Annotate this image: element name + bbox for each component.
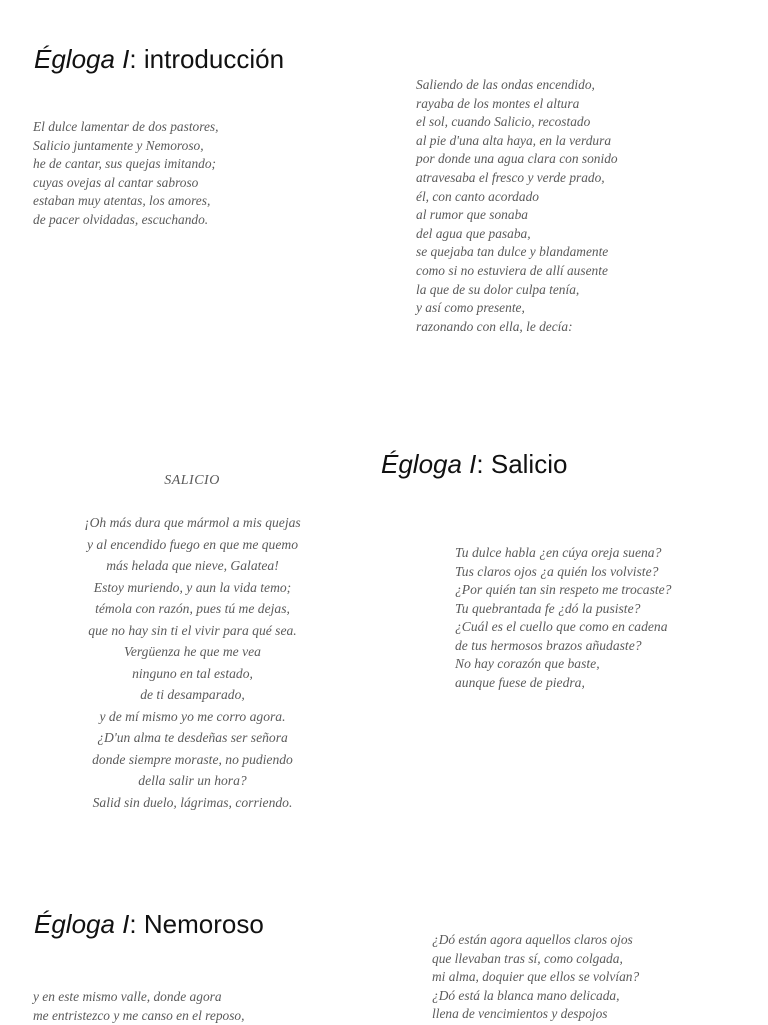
title-work: Égloga I bbox=[34, 44, 129, 74]
intro-right-stanza bbox=[416, 76, 618, 336]
verse-line: él, con canto acordado bbox=[416, 188, 618, 207]
verse-line: ¿Cuál es el cuello que como en cadena bbox=[455, 618, 671, 637]
verse-line: estaban muy atentas, los amores, bbox=[33, 192, 218, 211]
verse-line: atravesaba el fresco y verde prado, bbox=[416, 169, 618, 188]
verse-line: della salir un hora? bbox=[40, 770, 345, 792]
verse-line: Estoy muriendo, y aun la vida temo; bbox=[40, 577, 345, 599]
verse-line: ¿Dó está la blanca mano delicada, bbox=[432, 987, 639, 1006]
verse-line: del agua que pasaba, bbox=[416, 225, 618, 244]
verse-line: Saliendo de las ondas encendido, bbox=[416, 76, 618, 95]
verse-line: Tu dulce habla ¿en cúya oreja suena? bbox=[455, 544, 671, 563]
verse-line: y de mí mismo yo me corro agora. bbox=[40, 706, 345, 728]
salicio-left-stanza bbox=[40, 512, 345, 813]
verse-line: Salid sin duelo, lágrimas, corriendo. bbox=[40, 792, 345, 814]
verse-line: Salicio juntamente y Nemoroso, bbox=[33, 137, 218, 156]
verse-line: Tus claros ojos ¿a quién los volviste? bbox=[455, 563, 671, 582]
verse-line: de ti desamparado, bbox=[40, 684, 345, 706]
title-part: : Salicio bbox=[476, 449, 567, 479]
verse-line: me entristezco y me canso en el reposo, bbox=[33, 1007, 244, 1025]
verse-line: y al encendido fuego en que me quemo bbox=[40, 534, 345, 556]
verse-line: se quejaba tan dulce y blandamente bbox=[416, 243, 618, 262]
speaker-label: SALICIO bbox=[92, 473, 292, 489]
verse-line: razonando con ella, le decía: bbox=[416, 318, 618, 337]
verse-line: la que de su dolor culpa tenía, bbox=[416, 281, 618, 300]
verse-line: que no hay sin ti el vivir para qué sea. bbox=[40, 620, 345, 642]
verse-line: ¿Por quién tan sin respeto me trocaste? bbox=[455, 581, 671, 600]
verse-line: ¿Dó están agora aquellos claros ojos bbox=[432, 931, 639, 950]
verse-line: al rumor que sonaba bbox=[416, 206, 618, 225]
title-part: : Nemoroso bbox=[129, 909, 263, 939]
nemoroso-left-stanza bbox=[33, 988, 244, 1025]
verse-line: aunque fuese de piedra, bbox=[455, 674, 671, 693]
section-title-salicio bbox=[381, 449, 567, 480]
verse-line: Tu quebrantada fe ¿dó la pusiste? bbox=[455, 600, 671, 619]
verse-line: témola con razón, pues tú me dejas, bbox=[40, 598, 345, 620]
verse-line: que llevaban tras sí, como colgada, bbox=[432, 950, 639, 969]
section-title-nemoroso bbox=[34, 909, 264, 940]
verse-line: mi alma, doquier que ellos se volvían? bbox=[432, 968, 639, 987]
verse-line: ¡Oh más dura que mármol a mis quejas bbox=[40, 512, 345, 534]
verse-line: y así como presente, bbox=[416, 299, 618, 318]
verse-line: donde siempre moraste, no pudiendo bbox=[40, 749, 345, 771]
verse-line: ¿D'un alma te desdeñas ser señora bbox=[40, 727, 345, 749]
verse-line: más helada que nieve, Galatea! bbox=[40, 555, 345, 577]
verse-line: por donde una agua clara con sonido bbox=[416, 150, 618, 169]
verse-line: rayaba de los montes el altura bbox=[416, 95, 618, 114]
nemoroso-right-stanza bbox=[432, 931, 639, 1024]
verse-line: al pie d'una alta haya, en la verdura bbox=[416, 132, 618, 151]
verse-line: como si no estuviera de allí ausente bbox=[416, 262, 618, 281]
verse-line: he de cantar, sus quejas imitando; bbox=[33, 155, 218, 174]
verse-line: llena de vencimientos y despojos bbox=[432, 1005, 639, 1024]
salicio-right-stanza bbox=[455, 544, 671, 692]
verse-line: y en este mismo valle, donde agora bbox=[33, 988, 244, 1007]
verse-line: ninguno en tal estado, bbox=[40, 663, 345, 685]
verse-line: No hay corazón que baste, bbox=[455, 655, 671, 674]
verse-line: el sol, cuando Salicio, recostado bbox=[416, 113, 618, 132]
title-work: Égloga I bbox=[381, 449, 476, 479]
verse-line: El dulce lamentar de dos pastores, bbox=[33, 118, 218, 137]
verse-line: de pacer olvidadas, escuchando. bbox=[33, 211, 218, 230]
verse-line: cuyas ovejas al cantar sabroso bbox=[33, 174, 218, 193]
verse-line: Vergüenza he que me vea bbox=[40, 641, 345, 663]
title-work: Égloga I bbox=[34, 909, 129, 939]
title-part: : introducción bbox=[129, 44, 284, 74]
verse-line: de tus hermosos brazos añudaste? bbox=[455, 637, 671, 656]
section-title-introduccion bbox=[34, 44, 284, 75]
intro-left-stanza bbox=[33, 118, 218, 229]
